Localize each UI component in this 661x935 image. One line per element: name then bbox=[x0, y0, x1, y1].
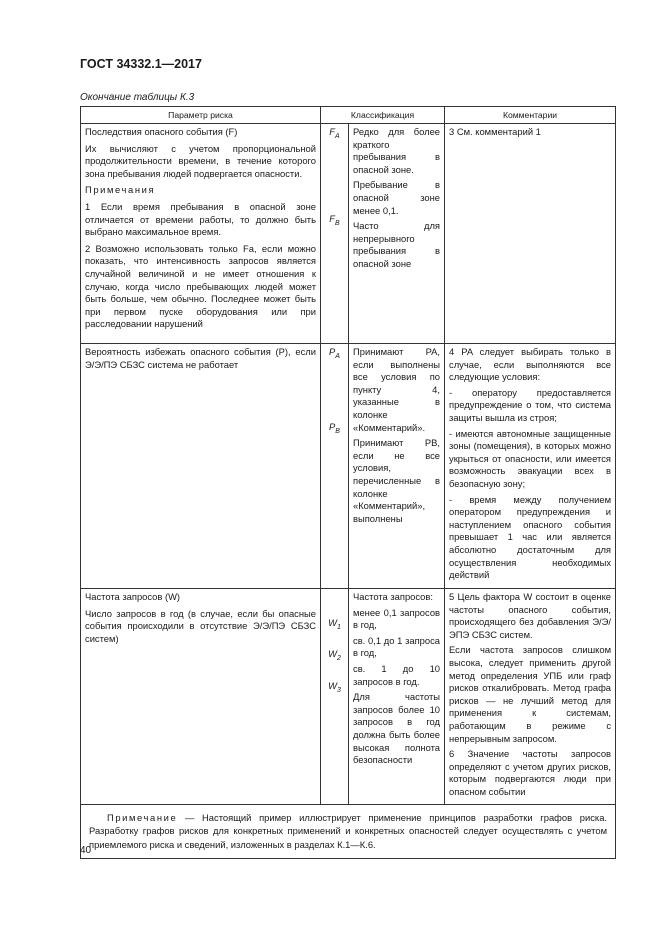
comment-text: Если частота запросов слишком высока, следует применить другой метод определения УПБ или граф рисков откалибровать. Метод графа рисков — не лучший метод для применения к системам, работающим в режиме с непрерывным запросом. bbox=[449, 644, 612, 744]
param-title: Последствия опасного события (F) bbox=[85, 126, 238, 137]
class-cell bbox=[349, 589, 445, 805]
class-cell bbox=[349, 124, 445, 344]
table-row bbox=[81, 589, 616, 805]
table-footnote-row bbox=[81, 804, 616, 859]
class-text: св. 0,1 до 1 запроса в год, bbox=[353, 634, 441, 659]
symbol-pa: $P_A$ bbox=[329, 346, 340, 360]
class-text: Принимают PA, если выполнены все условия по пункту 4, указанные в колонке «Комментарий». bbox=[353, 346, 441, 433]
symbol-pb: $P_B$ bbox=[329, 421, 340, 436]
column-header-class: Классификация bbox=[321, 107, 445, 124]
table-caption: Окончание таблицы К.3 bbox=[80, 92, 195, 103]
footnote-text: — Настоящий пример иллюстрирует применение принципов разработки графов риска. Разработку графов рисков для конкретных применений и конкретных опасностей следует осуществлять с учетом приемлемого риска и сведений, изложенных в разделах К.1—К.6. bbox=[89, 811, 608, 850]
comment-text: - имеются автономные защищенные зоны (помещения), в которых можно укрыться от опасности, или имеется возможность эвакуации всех в безопасную зону; bbox=[449, 427, 612, 489]
footnote-label: Примечание bbox=[107, 811, 178, 823]
symbol-cell bbox=[321, 344, 349, 589]
class-text: св. 1 до 10 запросов в год. bbox=[353, 662, 441, 687]
table-header-row bbox=[81, 107, 616, 124]
symbol-w2: $W_2$ bbox=[328, 648, 341, 663]
risk-parameters-table bbox=[80, 106, 616, 859]
class-text: Пребывание в опасной зоне менее 0,1. bbox=[353, 179, 441, 216]
param-cell bbox=[81, 589, 321, 805]
symbol-cell bbox=[321, 589, 349, 805]
class-text: Часто для непрерывного пребывания в опасной зоне bbox=[353, 220, 441, 269]
param-note: 1 Если время пребывания в опасной зоне отличается от времени работы, то должно быть выбрано максимальное время. bbox=[85, 200, 316, 238]
comment-cell bbox=[445, 124, 616, 344]
symbol-w3: $W_3$ bbox=[328, 679, 341, 694]
comment-text: - время между получением оператором предупреждения и наступлением опасного события превышает 1 час или является абсолютно достаточным для осуществления необходимых действий bbox=[449, 493, 612, 581]
symbol-cell bbox=[321, 124, 349, 344]
class-text: Частота запросов: bbox=[353, 591, 433, 602]
param-text: Их вычисляют с учетом пропорциональной продолжительности времени, в течение которого зона пребывания людей подвергается опасности. bbox=[85, 142, 316, 179]
column-header-comment: Комментарии bbox=[445, 107, 616, 124]
standard-designation: ГОСТ 34332.1—2017 bbox=[80, 57, 202, 71]
comment-text: 3 См. комментарий 1 bbox=[449, 126, 541, 137]
param-text: Число запросов в год (в случае, если бы опасные события происходили в отсутствие Э/Э/ПЭ СБЗС систем) bbox=[85, 607, 316, 644]
comment-text: 6 Значение частоты запросов определяют с учетом других рисков, которым подвергаются люди при опасном событии bbox=[449, 748, 612, 797]
symbol-w1: $W_1$ bbox=[328, 617, 341, 631]
comment-text: 4 PA следует выбирать только в случае, если выполняются все следующие условия: bbox=[449, 346, 612, 383]
class-text: Принимают PB, если не все условия, перечисленные в колонке «Комментарий», выполнены bbox=[353, 437, 441, 524]
comment-cell bbox=[445, 344, 616, 589]
comment-cell bbox=[445, 589, 616, 805]
param-cell bbox=[81, 344, 321, 589]
param-note: 2 Возможно использовать только Fa, если можно показать, что интенсивность запросов является случайной величиной и не имеет отношения к случаю, когда число пребывающих людей может быть больше, чем обычно. Последнее может быть при первом пуске оборудования или при расследовании нарушений bbox=[85, 242, 316, 330]
comment-text: 5 Цель фактора W состоит в оценке частоты опасного события, происходящего без добавления Э/Э/ЭПЭ СБЗС систем. bbox=[449, 591, 612, 640]
column-header-param: Параметр риска bbox=[81, 107, 321, 124]
notes-heading: Примечания bbox=[85, 184, 156, 196]
page-number: 40 bbox=[80, 845, 92, 856]
class-cell bbox=[349, 344, 445, 589]
param-title: Вероятность избежать опасного события (P), если Э/Э/ПЭ СБЗС система не работает bbox=[85, 346, 316, 370]
class-text: менее 0,1 запросов в год, bbox=[353, 606, 441, 631]
comment-text: - оператору предоставляется предупреждение о том, что система защиты вышла из строя; bbox=[449, 386, 612, 423]
symbol-fa: $F_A$ bbox=[329, 126, 340, 140]
param-title: Частота запросов (W) bbox=[85, 591, 181, 602]
class-text: Редко для более краткого пребывания в опасной зоне. bbox=[353, 126, 441, 175]
table-footnote bbox=[81, 804, 616, 859]
symbol-fb: $F_B$ bbox=[329, 213, 340, 228]
param-cell bbox=[81, 124, 321, 344]
table-row bbox=[81, 344, 616, 589]
table-row bbox=[81, 124, 616, 344]
class-text: Для частоты запросов более 10 запросов в год должна быть более высокая полнота безопасности bbox=[353, 691, 441, 766]
